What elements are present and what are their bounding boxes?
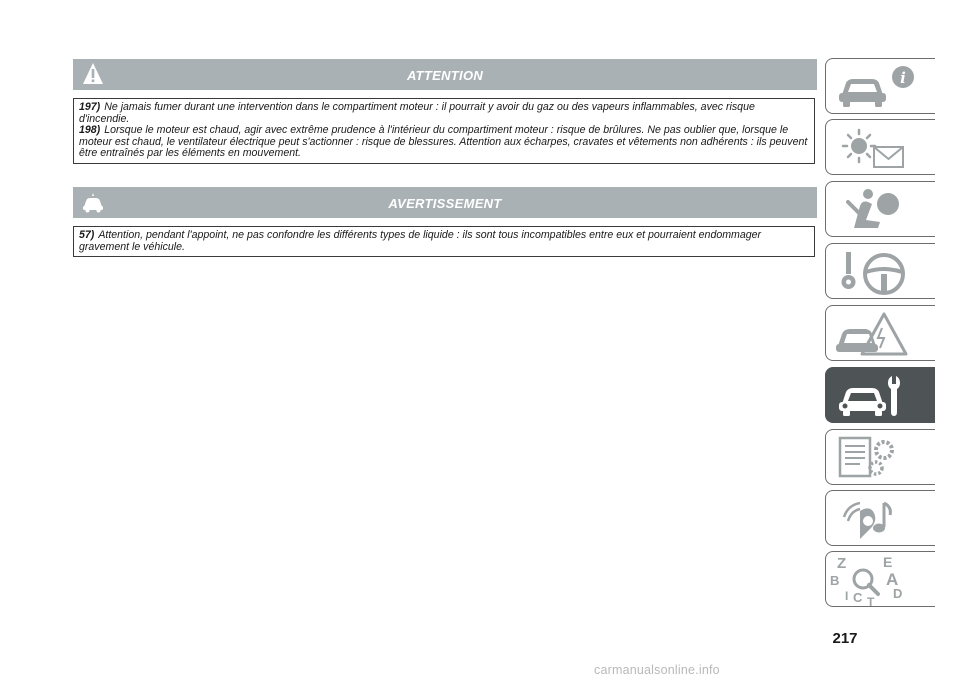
- index-letter: A: [886, 570, 899, 589]
- note-number: 198): [79, 124, 101, 137]
- index-letter: Z: [837, 555, 847, 572]
- index-letter: B: [830, 573, 840, 588]
- attention-note-197: [79, 102, 808, 125]
- avertissement-header: [73, 187, 817, 218]
- tab-maintenance-active[interactable]: [825, 367, 935, 423]
- note-number: 197): [79, 101, 101, 113]
- svg-text:i: i: [900, 69, 906, 87]
- index-letter: I: [845, 589, 849, 603]
- tab-multimedia[interactable]: [825, 490, 935, 546]
- attention-title: ATTENTION: [406, 68, 484, 83]
- note-number: 57): [79, 229, 95, 241]
- tab-warning-lights[interactable]: [825, 119, 935, 175]
- index-letter: C: [853, 590, 863, 605]
- attention-note-198: [79, 125, 808, 160]
- tab-safety[interactable]: [825, 181, 935, 237]
- note-text: Attention, pendant l'appoint, ne pas confondre les différents types de liquide : ils sont tous incompatibles entre eux et pourraient endommager gravement le véhicule.: [79, 229, 762, 253]
- page-number: 217: [832, 630, 858, 647]
- index-letter: D: [893, 586, 903, 601]
- avertissement-box: [73, 226, 815, 257]
- tab-index[interactable]: [825, 551, 935, 607]
- note-text: Lorsque le moteur est chaud, agir avec extrême prudence à l'intérieur du compartiment moteur : risque de brûlures. Ne pas oublier que, lorsque le moteur est chaud, le ventilateur électrique peut s'actionner : risque de blessures. Attention aux écharpes, cravates et vêtements non adhérents : ils peuvent être entraînés par les éléments en mouvement.: [79, 124, 808, 160]
- note-text: Ne jamais fumer durant une intervention dans le compartiment moteur : il pourrait y avoir du gaz ou des vapeurs inflammables, avec risque d'incendie.: [79, 101, 755, 125]
- tab-specifications[interactable]: [825, 429, 935, 485]
- index-letter: E: [883, 554, 893, 570]
- avertissement-title: AVERTISSEMENT: [388, 196, 502, 211]
- tab-starting-driving[interactable]: [825, 243, 935, 299]
- attention-box: [73, 98, 815, 164]
- index-letter: T: [867, 595, 875, 608]
- tab-emergency[interactable]: [825, 305, 935, 361]
- tab-car-info[interactable]: [825, 58, 935, 114]
- attention-header: [73, 59, 817, 90]
- avertissement-note-57: [79, 230, 808, 253]
- watermark: carmanualsonline.info: [594, 663, 720, 677]
